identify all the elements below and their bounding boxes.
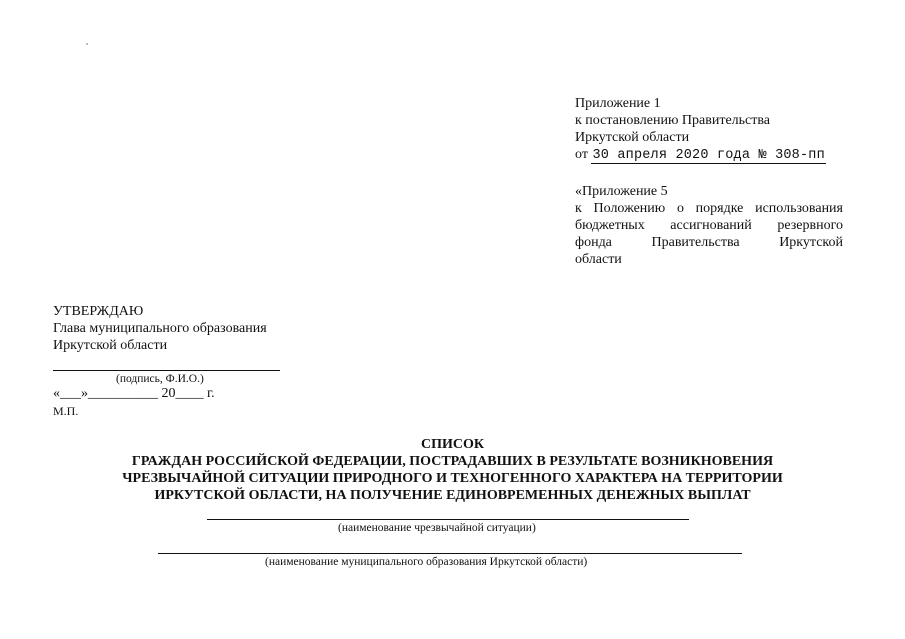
appendix-5-line: бюджетных ассигнований резервного bbox=[575, 218, 843, 233]
appendix-1-region: Иркутской области bbox=[575, 130, 690, 145]
approval-region: Иркутской области bbox=[53, 338, 168, 353]
signature-line bbox=[53, 370, 280, 371]
title-line: ИРКУТСКОЙ ОБЛАСТИ, НА ПОЛУЧЕНИЕ ЕДИНОВРЕМЕННЫХ ДЕНЕЖНЫХ ВЫПЛАТ bbox=[154, 488, 751, 503]
order-prefix: от bbox=[575, 147, 588, 162]
appendix-5-header bbox=[575, 183, 843, 268]
municipality-name-caption: (наименование муниципального образования Иркутской области) bbox=[265, 556, 588, 568]
approval-heading: УТВЕРЖДАЮ bbox=[53, 304, 144, 319]
signature-caption: (подпись, Ф.И.О.) bbox=[116, 373, 204, 385]
title-line: ГРАЖДАН РОССИЙСКОЙ ФЕДЕРАЦИИ, ПОСТРАДАВШИХ В РЕЗУЛЬТАТЕ ВОЗНИКНОВЕНИЯ bbox=[131, 454, 774, 469]
title-line: СПИСОК bbox=[420, 437, 485, 452]
appendix-5-title: «Приложение 5 bbox=[575, 184, 668, 199]
appendix-5-line: к Положению о порядке использования bbox=[575, 201, 843, 216]
appendix-1-header bbox=[575, 95, 845, 164]
approval-date-line: «___»__________ 20____ г. bbox=[53, 386, 215, 401]
appendix-1-title: Приложение 1 bbox=[575, 96, 661, 111]
municipality-name-line bbox=[158, 553, 742, 554]
document-title bbox=[60, 436, 845, 504]
approval-position: Глава муниципального образования bbox=[53, 321, 267, 336]
stamp-place: М.П. bbox=[53, 404, 79, 418]
approval-block bbox=[53, 303, 353, 354]
appendix-5-line: области bbox=[575, 252, 622, 267]
scan-speck bbox=[86, 43, 88, 45]
appendix-5-line: фонда Правительства Иркутской bbox=[575, 235, 843, 250]
emergency-name-line bbox=[207, 519, 689, 520]
emergency-name-caption: (наименование чрезвычайной ситуации) bbox=[338, 522, 536, 534]
appendix-1-order-line bbox=[575, 146, 845, 164]
appendix-1-resolution: к постановлению Правительства bbox=[575, 113, 771, 128]
title-line: ЧРЕЗВЫЧАЙНОЙ СИТУАЦИИ ПРИРОДНОГО И ТЕХНОГЕННОГО ХАРАКТЕРА НА ТЕРРИТОРИИ bbox=[122, 471, 783, 486]
order-date-number: 30 апреля 2020 года № 308-пп bbox=[592, 148, 825, 163]
